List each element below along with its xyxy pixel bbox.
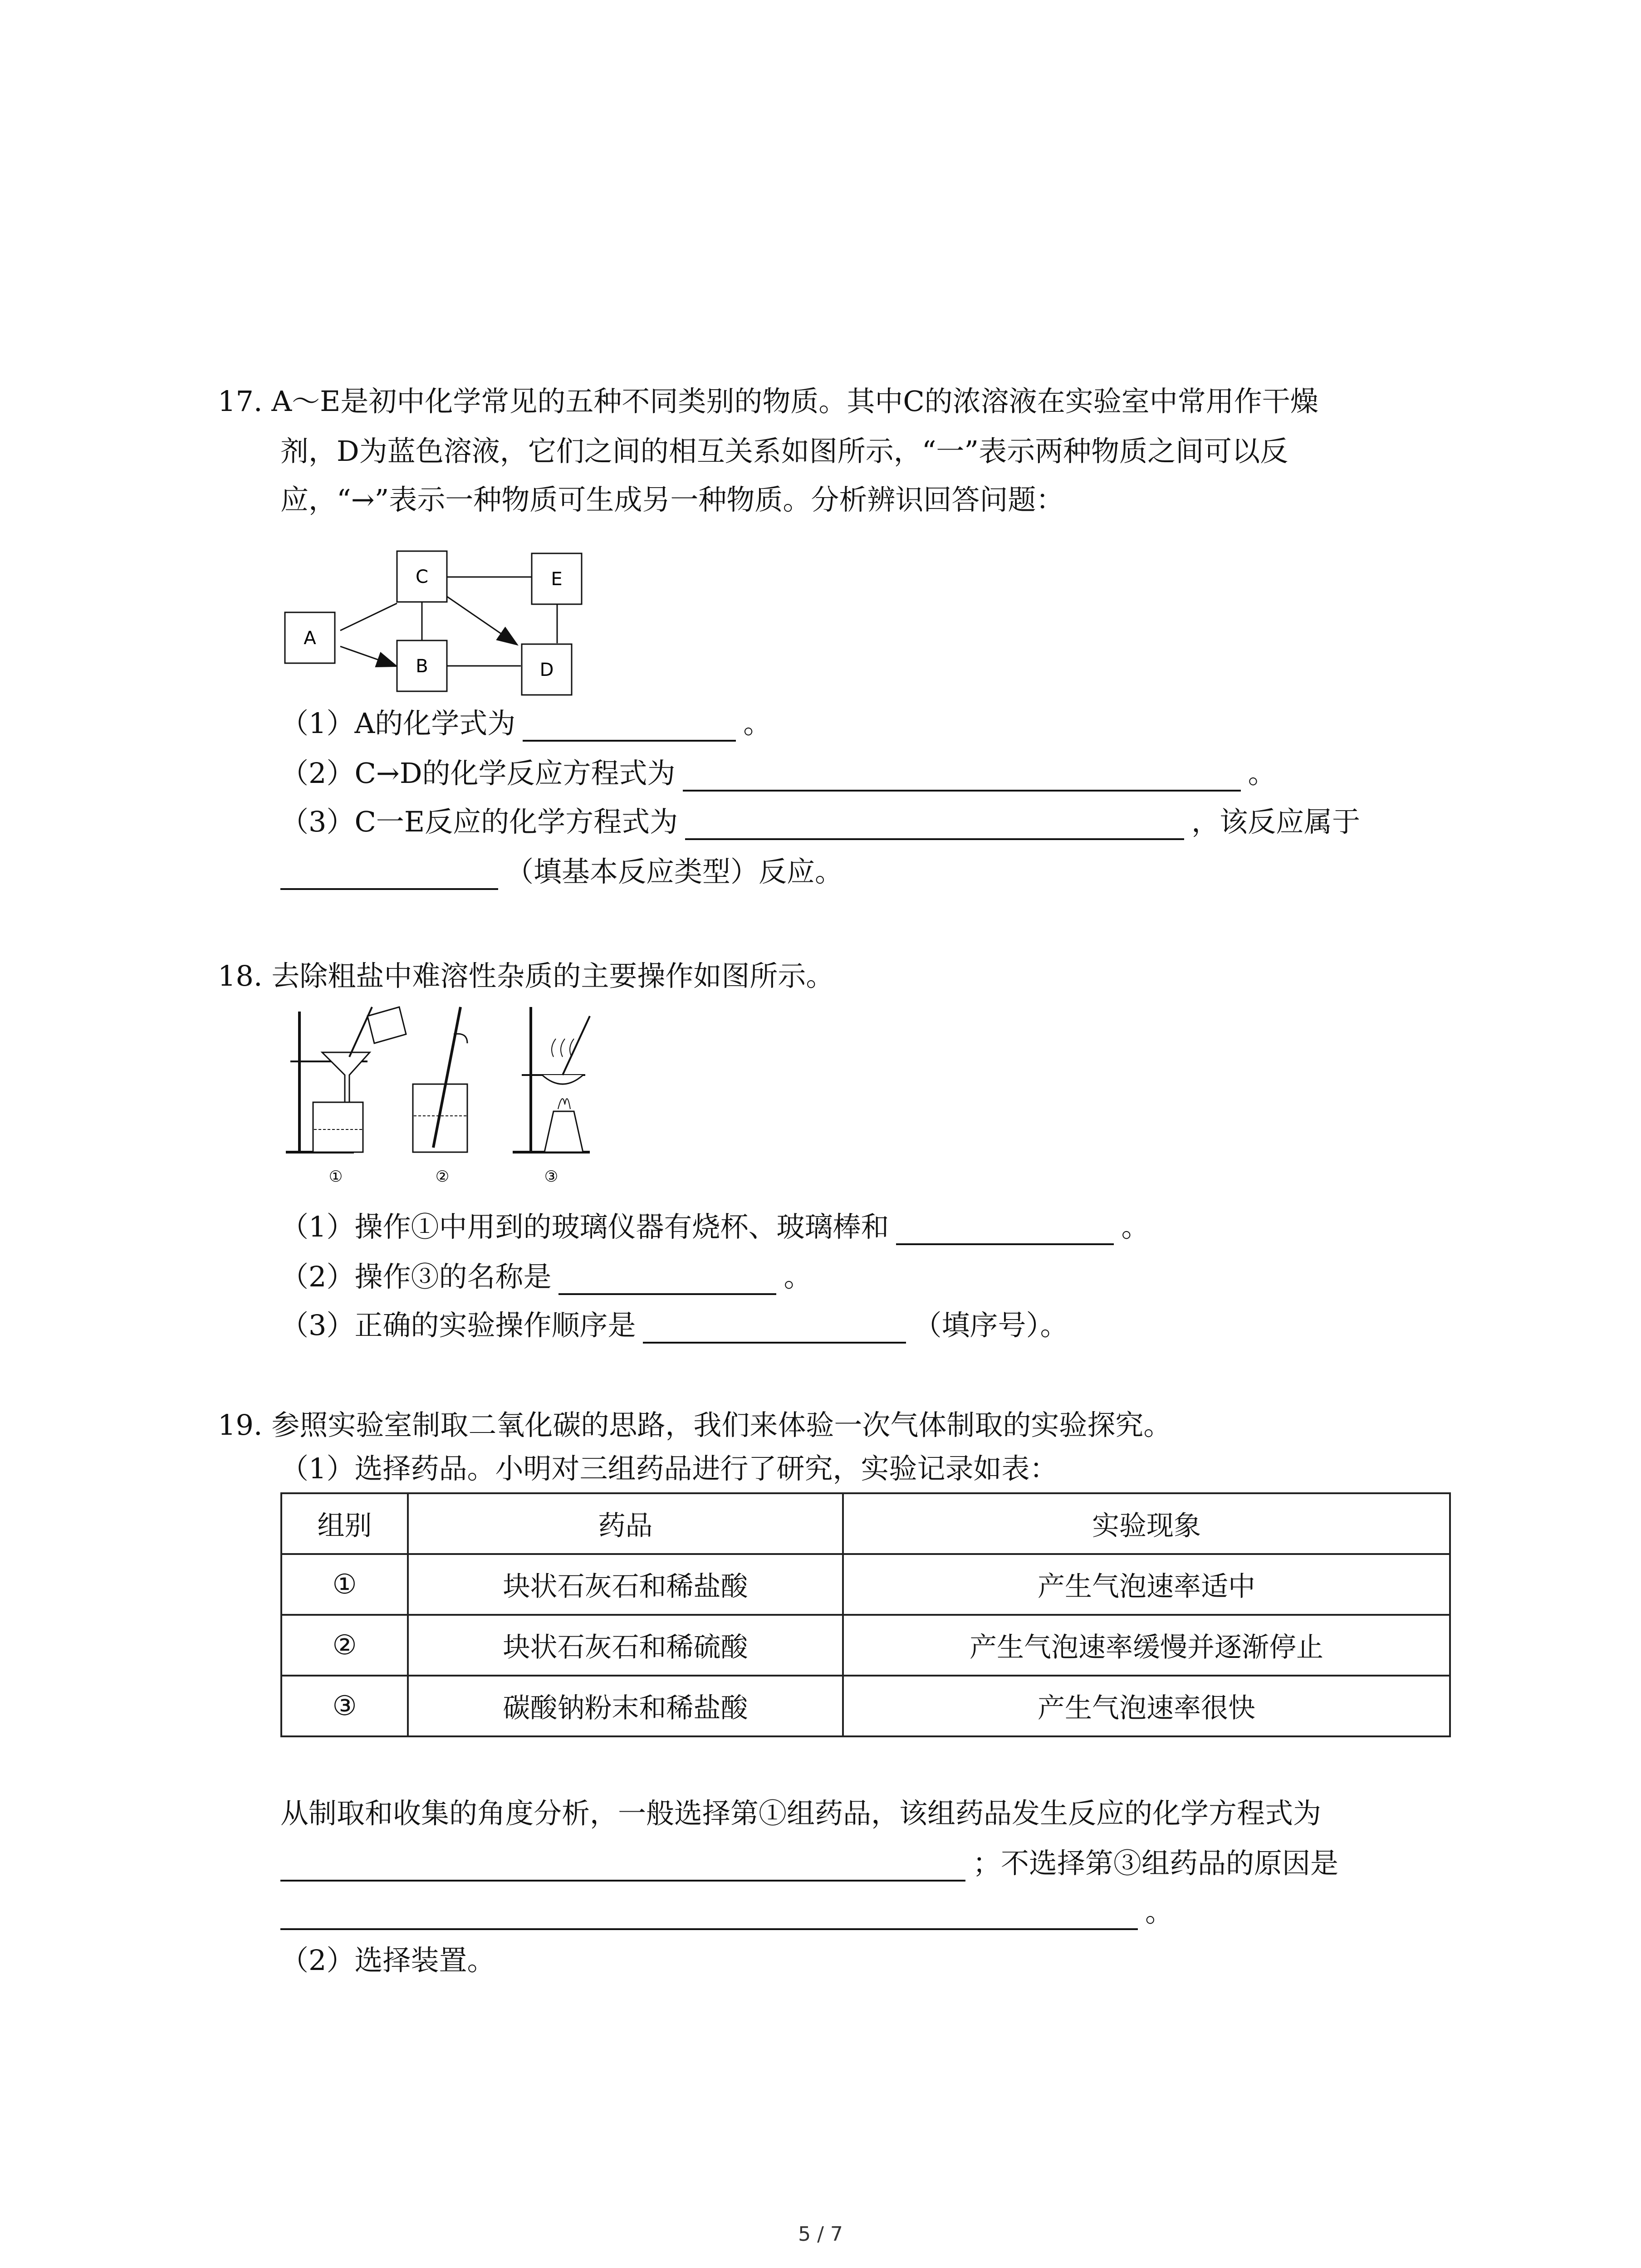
q18-sub3-end: （填序号）。 — [913, 1309, 1068, 1342]
row1-reagents: 块状石灰石和稀盐酸 — [408, 1554, 843, 1615]
q17-relationship-diagram — [272, 522, 599, 703]
q17-sub1 — [280, 705, 771, 742]
q19-analysis-line3 — [280, 1894, 1173, 1930]
q18-operations-figure — [277, 998, 667, 1188]
q17-stem-line1: A～E是初中化学常见的五种不同类别的物质。其中C的浓溶液在实验室中常用作干燥 — [271, 385, 1318, 418]
q19-equation-blank[interactable] — [280, 1853, 965, 1882]
q17-answer2-blank[interactable] — [683, 763, 1241, 792]
node-e-label: E — [551, 569, 563, 590]
q17-sub1-text: A的化学式为 — [354, 707, 516, 740]
evaporation-apparatus — [513, 1007, 590, 1152]
edge-a-b — [340, 646, 396, 666]
header-group: 组别 — [281, 1493, 408, 1554]
q18-sub3 — [280, 1307, 1068, 1344]
q18-answer1-blank[interactable] — [896, 1216, 1114, 1245]
q18-sub3-prefix: （3） — [280, 1309, 355, 1342]
q18-sub1-prefix: （1） — [280, 1210, 355, 1243]
q19-analysis-reason-prompt: ；不选择第③组药品的原因是 — [973, 1847, 1339, 1880]
q18-sub1-text: 操作①中用到的玻璃仪器有烧杯、玻璃棒和 — [354, 1210, 889, 1243]
q19-analysis-line1: 从制取和收集的角度分析，一般选择第①组药品，该组药品发生反应的化学方程式为 — [280, 1797, 1322, 1830]
q17-stem-line3: 应，“→”表示一种物质可生成另一种物质。分析辨识回答问题： — [280, 483, 1064, 516]
row3-reagents: 碳酸钠粉末和稀盐酸 — [408, 1676, 843, 1736]
q17-sub2-end: 。 — [1248, 757, 1276, 790]
table-row — [281, 1554, 1450, 1615]
row2-phenomenon: 产生气泡速率缓慢并逐渐停止 — [843, 1615, 1450, 1676]
header-reagents: 药品 — [408, 1493, 843, 1554]
q19-analysis-end: 。 — [1145, 1895, 1174, 1928]
q18-sub1-end: 。 — [1121, 1210, 1150, 1243]
q17-sub3-prefix: （3） — [280, 805, 355, 838]
q17-stem-line2: 剂，D为蓝色溶液，它们之间的相互关系如图所示，“一”表示两种物质之间可以反 — [280, 435, 1288, 468]
q18-number: 18. — [218, 959, 263, 992]
node-a-label: A — [304, 628, 316, 649]
page-number: 5 / 7 — [798, 2223, 843, 2246]
filtration-apparatus — [286, 1007, 406, 1152]
q18-sub1 — [280, 1209, 1149, 1245]
q18-sub2-prefix: （2） — [280, 1260, 355, 1293]
q19-number: 19. — [218, 1408, 263, 1442]
row3-group: ③ — [281, 1676, 408, 1736]
q18-sub2 — [280, 1259, 812, 1295]
q18-answer2-blank[interactable] — [558, 1266, 776, 1295]
q17-sub3 — [280, 804, 1360, 840]
q17-sub3-cont — [280, 854, 843, 890]
node-d-label: D — [539, 660, 554, 680]
q17-answer1-blank[interactable] — [523, 713, 736, 742]
node-c-label: C — [416, 567, 428, 587]
row2-group: ② — [281, 1615, 408, 1676]
q17-sub1-end: 。 — [743, 707, 772, 740]
q17-sub3-text: C一E反应的化学方程式为 — [354, 805, 678, 838]
q17-sub1-prefix: （1） — [280, 707, 355, 740]
q18-answer3-blank[interactable] — [643, 1315, 906, 1344]
table-header-row — [281, 1493, 1450, 1554]
header-phenomenon: 实验现象 — [843, 1493, 1450, 1554]
dissolving-apparatus — [413, 1007, 467, 1152]
table-row — [281, 1676, 1450, 1736]
q19-stem-line — [218, 1407, 1171, 1443]
q19-stem: 参照实验室制取二氧化碳的思路，我们来体验一次气体制取的实验探究。 — [271, 1408, 1172, 1442]
q17-sub2 — [280, 755, 1276, 792]
row1-phenomenon: 产生气泡速率适中 — [843, 1554, 1450, 1615]
q18-label-1: ① — [328, 1168, 343, 1186]
q18-label-3: ③ — [544, 1168, 558, 1186]
row3-phenomenon: 产生气泡速率很快 — [843, 1676, 1450, 1736]
q17-number: 17. — [218, 385, 263, 418]
row2-reagents: 块状石灰石和稀硫酸 — [408, 1615, 843, 1676]
q18-sub2-text: 操作③的名称是 — [354, 1260, 552, 1293]
q17-line1 — [218, 383, 1318, 420]
q18-sub3-text: 正确的实验操作顺序是 — [354, 1309, 636, 1342]
q19-reason-blank[interactable] — [280, 1901, 1138, 1930]
q19-analysis-line2 — [280, 1845, 1338, 1882]
q19-sub1: （1）选择药品。小明对三组药品进行了研究，实验记录如表： — [280, 1452, 1058, 1485]
table-row — [281, 1615, 1450, 1676]
q18-stem: 去除粗盐中难溶性杂质的主要操作如图所示。 — [271, 959, 834, 992]
row1-group: ① — [281, 1554, 408, 1615]
q19-sub2: （2）选择装置。 — [280, 1944, 495, 1977]
edge-a-c — [340, 603, 397, 631]
q17-answer4-blank[interactable] — [280, 861, 498, 890]
q17-sub3-tail: （填基本反应类型）反应。 — [505, 855, 843, 888]
edge-c-d — [447, 596, 516, 644]
q17-answer3-blank[interactable] — [685, 811, 1184, 840]
q18-stem-line — [218, 958, 834, 994]
q18-label-2: ② — [435, 1168, 450, 1186]
node-b-label: B — [416, 656, 428, 677]
q18-sub2-end: 。 — [784, 1260, 812, 1293]
experiment-records-table — [280, 1492, 1451, 1737]
q17-sub3-mid: ，该反应属于 — [1191, 805, 1361, 838]
q17-sub2-prefix: （2） — [280, 757, 355, 790]
q17-sub2-text: C→D的化学反应方程式为 — [354, 757, 676, 790]
